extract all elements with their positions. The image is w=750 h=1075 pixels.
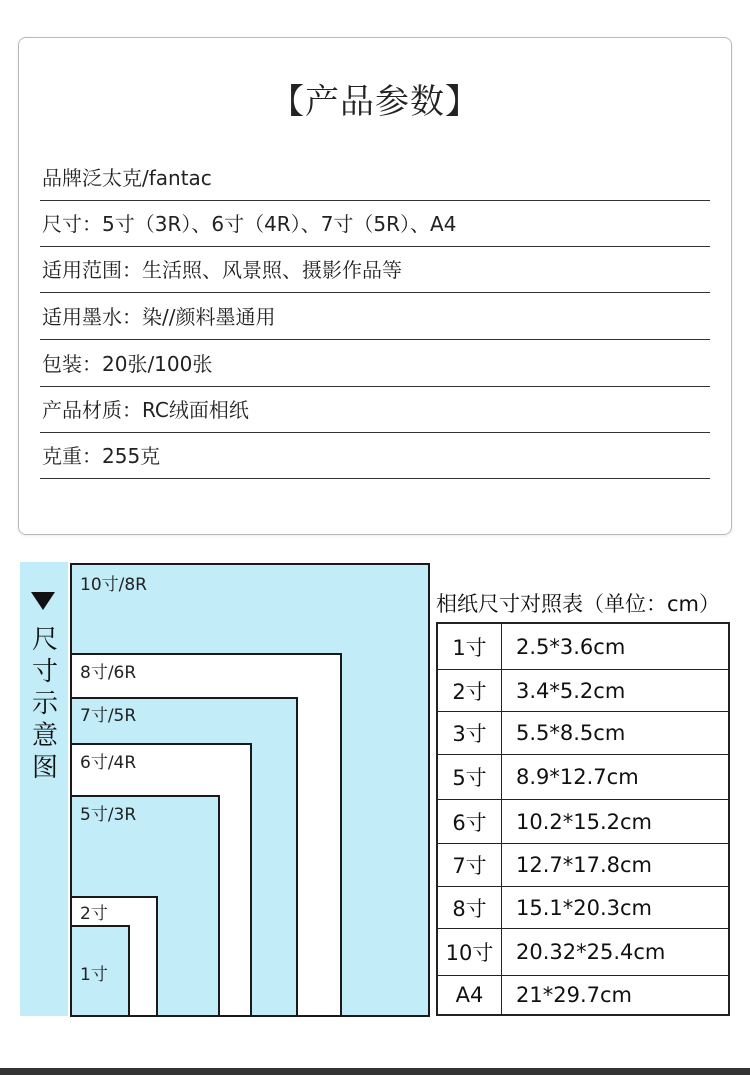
dims-cell: 20.32*25.4cm — [516, 940, 666, 964]
size-cell: 8寸 — [438, 887, 502, 928]
label-6inch: 6寸/4R — [80, 753, 137, 773]
dims-cell: 12.7*17.8cm — [516, 853, 653, 877]
size-cell: 7寸 — [438, 844, 502, 886]
param-material: 产品材质：RC绒面相纸 — [40, 387, 710, 433]
size-table — [436, 622, 730, 1016]
dims-cell: 3.4*5.2cm — [516, 678, 626, 703]
side-label-char: 尺 — [31, 625, 58, 655]
dims-cell: 2.5*3.6cm — [516, 634, 626, 659]
dims-cell: 15.1*20.3cm — [516, 895, 653, 920]
size-cell: 2寸 — [438, 670, 502, 711]
size-cell: 3寸 — [438, 712, 502, 754]
size-cell: 6寸 — [438, 800, 502, 843]
side-label-char: 寸 — [31, 657, 58, 687]
table-row — [438, 887, 728, 929]
table-row — [438, 929, 728, 976]
label-8inch: 8寸/6R — [80, 663, 137, 683]
size-cell: A4 — [438, 976, 502, 1014]
params-title: 【产品参数】 — [270, 82, 480, 122]
label-2inch: 2寸 — [80, 904, 108, 924]
table-row — [438, 976, 728, 1014]
side-label-char: 图 — [31, 753, 58, 783]
dims-cell: 8.9*12.7cm — [516, 765, 639, 789]
label-5inch: 5寸/3R — [80, 805, 137, 825]
param-weight: 克重：255克 — [40, 433, 710, 479]
dims-cell: 5.5*8.5cm — [516, 721, 626, 745]
table-row — [438, 844, 728, 887]
param-usage: 适用范围：生活照、风景照、摄影作品等 — [40, 247, 710, 293]
down-triangle-icon — [31, 592, 55, 610]
table-row — [438, 755, 728, 800]
size-cell: 1寸 — [438, 624, 502, 669]
label-1inch: 1寸 — [80, 965, 108, 985]
dims-cell: 10.2*15.2cm — [516, 809, 653, 834]
bottom-divider-bar — [0, 1068, 750, 1075]
param-ink: 适用墨水：染//颜料墨通用 — [40, 294, 710, 340]
label-10inch: 10寸/8R — [80, 575, 147, 595]
size-diagram-label — [28, 624, 62, 784]
param-brand: 品牌泛太克/fantac — [40, 155, 710, 201]
label-7inch: 7寸/5R — [80, 706, 137, 726]
table-row — [438, 712, 728, 755]
size-cell: 5寸 — [438, 755, 502, 799]
dims-cell: 21*29.7cm — [516, 983, 632, 1007]
size-cell: 10寸 — [438, 929, 502, 975]
size-table-title: 相纸尺寸对照表（单位：cm） — [436, 592, 721, 616]
table-row — [438, 670, 728, 712]
param-packaging: 包装：20张/100张 — [40, 341, 710, 387]
side-label-char: 示 — [31, 689, 58, 719]
side-label-char: 意 — [31, 721, 58, 751]
table-row — [438, 800, 728, 844]
table-row — [438, 624, 728, 670]
param-sizes: 尺寸：5寸（3R）、6寸（4R）、7寸（5R）、A4 — [40, 201, 710, 247]
